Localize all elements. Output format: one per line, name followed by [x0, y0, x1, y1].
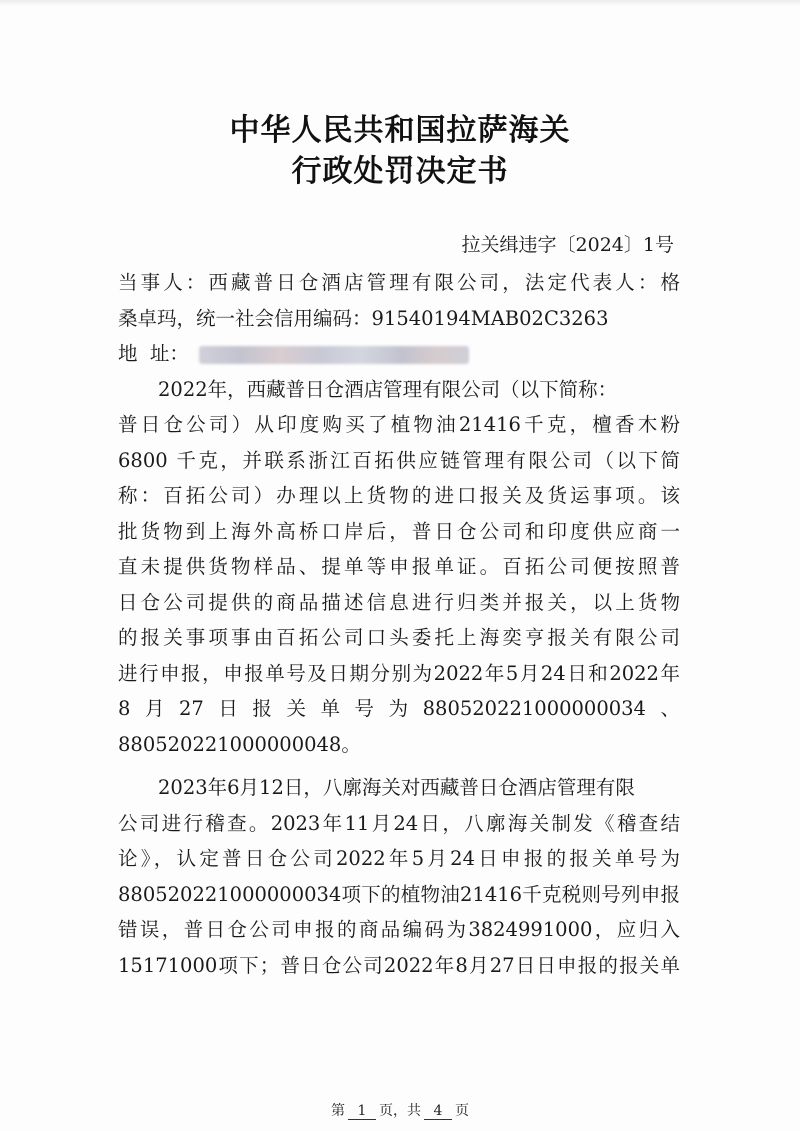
- title-line-2: 行政处罚决定书: [291, 154, 509, 189]
- paragraph-line: 6800 千克，并联系浙江百拓供应链管理有限公司（以下简: [118, 448, 680, 472]
- paragraph-line: 880520221000000048。: [118, 732, 361, 756]
- paragraph-2: [118, 770, 680, 983]
- paragraph-line: 公司进行稽查。2023年11月24日，八廓海关制发《稽查结: [118, 811, 680, 835]
- paragraph-line: 8月27日报关单号为880520221000000034、: [118, 697, 680, 720]
- paragraph-line: 15171000项下；普日仓公司2022年8月27日日申报的报关单: [118, 953, 680, 977]
- footer-suffix: 页: [455, 1103, 469, 1119]
- title-line-1: 中华人民共和国拉萨海关: [229, 113, 571, 148]
- document-body: [118, 265, 680, 983]
- paragraph-line: 2023年6月12日，八廓海关对西藏普日仓酒店管理有限: [158, 776, 635, 799]
- address-redacted: [199, 346, 469, 364]
- footer-prefix: 第: [331, 1103, 345, 1119]
- address-label: 地 址：: [118, 342, 189, 365]
- paragraph-line: 批货物到上海外高桥口岸后，普日仓公司和印度供应商一: [118, 519, 680, 543]
- footer-total-pages: 4: [424, 1104, 452, 1120]
- party-line-2: 桑卓玛，统一社会信用编码：91540194MAB02C3263: [118, 306, 609, 330]
- scan-shadow: [0, 0, 800, 6]
- paragraph-line: 的报关事项事由百拓公司口头委托上海奕亨报关有限公司: [118, 626, 680, 649]
- paragraph-line: 直未提供货物样品、提单等申报单证。百拓公司便按照普: [118, 555, 680, 578]
- footer-middle: 页，共: [379, 1103, 421, 1119]
- address-line: [118, 336, 680, 372]
- paragraph-line: 论》，认定普日仓公司2022年5月24日申报的报关单号为: [118, 847, 680, 870]
- footer-page-number: 1: [348, 1104, 376, 1120]
- paragraph-1: [118, 372, 680, 763]
- paragraph-line: 普日仓公司）从印度购买了植物油21416千克，檀香木粉: [118, 413, 680, 436]
- paragraph-line: 日仓公司提供的商品描述信息进行归类并报关，以上货物: [118, 590, 680, 614]
- paragraph-line: 880520221000000034项下的植物油21416千克税则号列申报: [118, 882, 680, 906]
- paragraph-line: 错误，普日仓公司申报的商品编码为3824991000，应归入: [118, 918, 680, 941]
- party-line-1: 当事人：西藏普日仓酒店管理有限公司，法定代表人：格: [118, 271, 680, 294]
- document-number: 拉关缉违字〔2024〕1号: [461, 234, 674, 256]
- paragraph-line: 2022年，西藏普日仓酒店管理有限公司（以下简称：: [158, 377, 618, 401]
- paragraph-line: 称：百拓公司）办理以上货物的进口报关及货运事项。该: [118, 484, 680, 507]
- paragraph-line: 进行申报，申报单号及日期分别为2022年5月24日和2022年: [118, 661, 680, 685]
- paragraph-gap: [118, 762, 680, 770]
- page-footer: [0, 1100, 800, 1120]
